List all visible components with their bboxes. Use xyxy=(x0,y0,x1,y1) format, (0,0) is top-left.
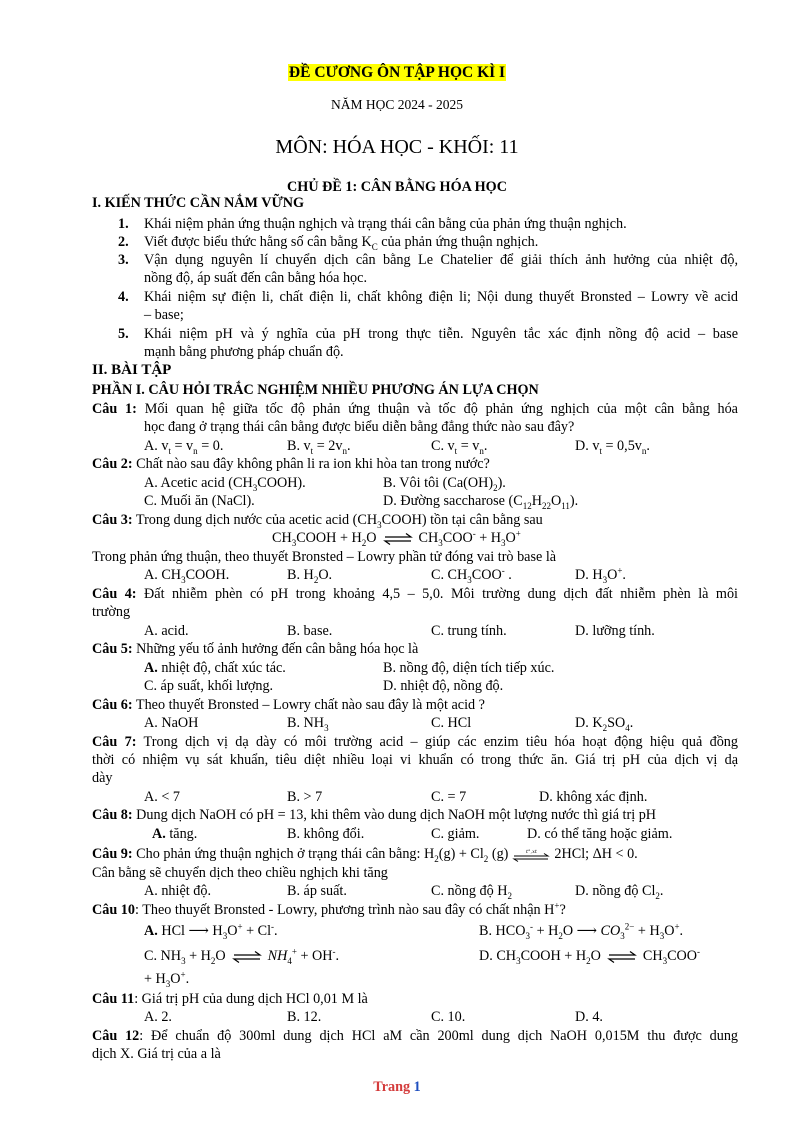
option-b: B. 12. xyxy=(287,1009,322,1025)
part1-heading: PHẦN I. CÂU HỎI TRẮC NGHIỆM NHIỀU PHƯƠNG ÁN LỰA CHỌN xyxy=(92,382,539,398)
option-d: D. $K_2SO_4$. xyxy=(575,715,634,733)
equilibrium-equation: $CH_3COOH + H_2O$ $CH_3COO^- + H_3O^+$ xyxy=(272,528,521,548)
option-d: D. Đường saccharose $(C_{12}H_{22}O_{11})$. xyxy=(383,493,579,511)
option-d: D. có thể tăng hoặc giảm. xyxy=(527,826,673,842)
option-b: B. không đổi. xyxy=(287,826,365,842)
question-12: Câu 12: Để chuẩn độ 300ml dung dịch HCl aM cần 200ml dung dịch NaOH 0,015M thu được dung xyxy=(92,1028,739,1044)
page-number: Trang 1 xyxy=(373,1079,421,1095)
option-b: B. base. xyxy=(287,623,333,639)
option-a: A. $v_t = v_n = 0$. xyxy=(144,438,224,456)
option-d: D. $H_3O^+$. xyxy=(575,565,626,585)
equilibrium-arrows-icon xyxy=(512,848,550,862)
option-d: D. nhiệt độ, nồng độ. xyxy=(383,678,504,694)
question-7: Câu 7: Trong dịch vị dạ dày có môi trường acid – giúp các enzim tiêu hóa hoạt động hiệu quả đồng xyxy=(92,734,738,750)
question-4: Câu 4: Đất nhiễm phèn có pH trong khoảng 4,5 – 5,0. Môi trường dung dịch đất nhiễm phèn là môi xyxy=(92,586,738,602)
question-2: Câu 2: Chất nào sau đây không phân li ra ion khi hòa tan trong nước? xyxy=(92,456,490,472)
section2-heading: II. BÀI TẬP xyxy=(92,362,172,378)
list-item: Khái niệm pH và ý nghĩa của pH trong thực tiễn. Nguyên tắc xác định nồng độ acid – base xyxy=(144,326,738,342)
option-c: C. 10. xyxy=(431,1009,466,1025)
question-1: Câu 1: Mối quan hệ giữa tốc độ phản ứng thuận và tốc độ phản ứng nghịch của một cân bằng hóa xyxy=(92,401,738,417)
option-c: C. $v_t = v_n$. xyxy=(431,438,488,456)
school-year: NĂM HỌC 2024 - 2025 xyxy=(330,97,463,112)
option-d: D. $CH_3COOH + H_2O$ $CH_3COO^-$ xyxy=(479,946,701,966)
option-a: A. tăng. xyxy=(152,826,198,842)
option-c: C. nồng độ $H_2$ xyxy=(431,883,512,901)
list-item: Viết được biểu thức hằng số cân bằng $K_C$ của phản ứng thuận nghịch. xyxy=(144,234,539,252)
option-d: D. lưỡng tính. xyxy=(575,623,655,639)
option-a: A. Acetic acid $(CH_3COOH)$. xyxy=(144,475,306,493)
option-b: B. Vôi tôi $(Ca(OH)_2)$. xyxy=(383,475,506,493)
option-a: A. acid. xyxy=(144,623,189,639)
option-d: D. không xác định. xyxy=(539,789,648,805)
option-b: B. $v_t = 2v_n$. xyxy=(287,438,351,456)
option-c: C. $CH_3COO^-$ . xyxy=(431,565,512,585)
option-a: A. 2. xyxy=(144,1009,172,1025)
option-d: D. 4. xyxy=(575,1009,603,1025)
option-d: D. $v_t = 0,5v_n$. xyxy=(575,438,650,456)
option-c: C. $NH_3 + H_2O$ $NH_4^+ + OH^-$. xyxy=(144,946,340,966)
topic-heading: CHỦ ĐỀ 1: CÂN BẰNG HÓA HỌC xyxy=(287,179,507,195)
svg-text:t°,xt: t°,xt xyxy=(526,848,538,855)
document-title: ĐỀ CƯƠNG ÔN TẬP HỌC KÌ I xyxy=(288,64,506,81)
option-b: B. > 7 xyxy=(287,789,323,805)
list-item: Khái niệm sự điện li, chất điện li, chất không điện li; Nội dung thuyết Bronsted – Lowry về acid xyxy=(144,289,738,305)
question-5: Câu 5: Những yếu tố ảnh hưởng đến cân bằng hóa học là xyxy=(92,641,419,657)
option-c: C. Muối ăn (NaCl). xyxy=(144,493,255,509)
option-c: C. trung tính. xyxy=(431,623,507,639)
question-3: Câu 3: Trong dung dịch nước của acetic acid $(CH_3COOH)$ tồn tại cân bằng sau xyxy=(92,512,543,530)
list-item: Khái niệm phản ứng thuận nghịch và trạng thái cân bằng của phản ứng thuận nghịch. xyxy=(144,216,627,232)
question-9: Câu 9: Cho phản ứng thuận nghịch ở trạng thái cân bằng: $H_2(g) + Cl_2$ (g) t°,xt 2HCl; ΔH < 0. xyxy=(92,846,638,864)
option-b: B. nồng độ, diện tích tiếp xúc. xyxy=(383,660,555,676)
equilibrium-arrows-icon xyxy=(607,951,637,963)
option-c: C. = 7 xyxy=(431,789,467,805)
option-b: B. $HCO_3^- + H_2O$ ⟶ $CO_3^{2-} + H_3O^+$. xyxy=(479,921,684,941)
equilibrium-arrows-icon xyxy=(383,533,413,545)
question-8: Câu 8: Dung dịch NaOH có pH = 13, khi thêm vào dung dịch NaOH một lượng nước thì giá trị pH xyxy=(92,807,657,823)
option-b: B. $NH_3$ xyxy=(287,715,329,733)
option-d: D. nồng độ $Cl_2$. xyxy=(575,883,664,901)
option-a: A. nhiệt độ, chất xúc tác. xyxy=(144,660,286,676)
option-c: C. HCl xyxy=(431,715,472,731)
list-item: Vận dụng nguyên lí chuyển dịch cân bằng Le Chatelier để giải thích ảnh hưởng của nhiệt độ, xyxy=(144,252,738,268)
option-c: C. giảm. xyxy=(431,826,480,842)
question-11: Câu 11: Giá trị pH của dung dịch HCl 0,01 M là xyxy=(92,991,368,1007)
option-a: A. < 7 xyxy=(144,789,180,805)
section1-heading: I. KIẾN THỨC CẦN NẮM VỮNG xyxy=(92,195,305,211)
option-a: A. HCl ⟶ $H_3O^+ + Cl^-$. xyxy=(144,921,278,941)
option-b: B. $H_2O$. xyxy=(287,567,333,585)
option-a: A. NaOH xyxy=(144,715,199,731)
option-c: C. áp suất, khối lượng. xyxy=(144,678,274,694)
question-10: Câu 10: Theo thuyết Bronsted - Lowry, phương trình nào sau đây có chất nhận H+? xyxy=(92,900,566,918)
option-b: B. áp suất. xyxy=(287,883,347,899)
subject-line: MÔN: HÓA HỌC - KHỐI: 11 xyxy=(275,136,519,158)
equilibrium-arrows-icon xyxy=(232,951,262,963)
option-a: A. $CH_3COOH$. xyxy=(144,567,230,585)
document-page: ĐỀ CƯƠNG ÔN TẬP HỌC KÌ I NĂM HỌC 2024 - 2025 MÔN: HÓA HỌC - KHỐI: 11 CHỦ ĐỀ 1: CÂN BẰNG HÓA HỌC I. KIẾN THỨC CẦN NẮM VỮNG 1. Khái niệm phản ứng thuận nghịch và trạng thái cân bằng của phản ứng thuận nghịch. 2. Viết được biểu thức hằng số cân bằng $K_C$ của phản ứng thuận nghịch. 3. Vận dụng nguyên lí chuyển dịch cân bằng Le Chatelier để giải thích ảnh hưởng của nhiệt độ, nồng độ, áp suất đến cân bằng hóa học. 4. Khái niệm sự điện li, chất điện li, chất không điện li; Nội dung thuyết Bronsted – Lowry về acid – base; 5. Khái niệm pH và ý nghĩa của pH trong thực tiễn. Nguyên tắc xác định nồng độ acid – base mạnh bằng phương pháp chuẩn độ. II. BÀI TẬP PHẦN I. CÂU HỎI TRẮC NGHIỆM NHIỀU PHƯƠNG ÁN LỰA CHỌN Câu 1: Mối quan hệ giữa tốc độ phản ứng thuận và tốc độ phản ứng nghịch của một cân bằng hóa học đang ở trạng thái cân bằng được biểu diễn bằng đẳng thức nào sau đây? A. $v_t = v_n = 0$. B. $v_t = 2v_n$. C. $v_t = v_n$. D. $v_t = 0,5v_n$. Câu 2: Chất nào sau đây không phân li ra ion khi hòa tan trong nước? A. Acetic acid $(CH_3COOH)$. B. Vôi tôi $(Ca(OH)_2)$. C. Muối ăn (NaCl). D. Đường saccharose $(C_{12}H_{22}O_{11})$. Câu 3: Trong dung dịch nước của acetic acid $(CH_3COOH)$ tồn tại cân bằng sau $CH_3COOH + H_2O$ $CH_3COO^- + H_3O^+$ Trong phản ứng thuận, theo thuyết Bronsted – Lowry phần tử đóng vai trò base là A. $CH_3COOH$. B. $H_2O$. C. $CH_3COO^-$ . D. $H_3O^+$. Câu 4: Đất nhiễm phèn có pH trong khoảng 4,5 – 5,0. Môi trường dung dịch đất nhiễm phèn là môi trường A. acid. B. base. C. trung tính. D. lưỡng tính. Câu 5: Những yếu tố ảnh hưởng đến cân bằng hóa học là A. nhiệt độ, chất xúc tác. B. nồng độ, diện tích tiếp xúc. C. áp suất, khối lượng. D. nhiệt độ, nồng độ. Câu 6: Theo thuyết Bronsted – Lowry chất nào sau đây là một acid ? A. NaOH B. $NH_3$ C. HCl D. $K_2SO_4$. Câu 7: Trong dịch vị dạ dày có môi trường acid – giúp các enzim tiêu hóa hoạt động hiệu quả đồng thời có nhiệm vụ sát khuẩn, tiêu diệt nhiều loại vi khuẩn có trong thức ăn. Giá trị pH của dịch vị dạ dày A. < 7 B. > 7 C. = 7 D. không xác định. Câu 8: Dung dịch NaOH có pH = 13, khi thêm vào dung dịch NaOH một lượng nước thì giá trị pH A. tăng. B. không đổi. C. giảm. D. có thể tăng hoặc giảm. Câu 9: Cho phản ứng thuận nghịch ở trạng thái cân bằng: $H_2(g) + Cl_2$ (g) t°,xt 2HCl; ΔH < 0. Cân bằng sẽ chuyển dịch theo chiều nghịch khi tăng A. nhiệt độ. B. áp suất. C. nồng độ $H_2$ D. nồng độ $Cl_2$. Câu 10: Theo thuyết Bronsted - Lowry, phương trình nào sau đây có chất nhận H+? A. HCl ⟶ $H_3O^+ + Cl^-$. B. $HCO_3^- + H_2O$ ⟶ $CO_3^{2-} + H_3O^+$. C. $NH_3 + H_2O$ $NH_4^+ + OH^-$. D. $CH_3COOH + H_2O$ $CH_3COO^-$ + $H_3O^+$. Câu 11: Giá trị pH của dung dịch HCl 0,01 M là A. 2. B. 12. C. 10. D. 4. Câu 12: Để chuẩn độ 300ml dung dịch HCl aM cần 200ml dung dịch NaOH 0,015M thu được dung dịch X. Giá trị của a là Trang 1 xyxy=(0,0,794,1123)
question-6: Câu 6: Theo thuyết Bronsted – Lowry chất nào sau đây là một acid ? xyxy=(92,697,485,713)
option-a: A. nhiệt độ. xyxy=(144,883,211,899)
